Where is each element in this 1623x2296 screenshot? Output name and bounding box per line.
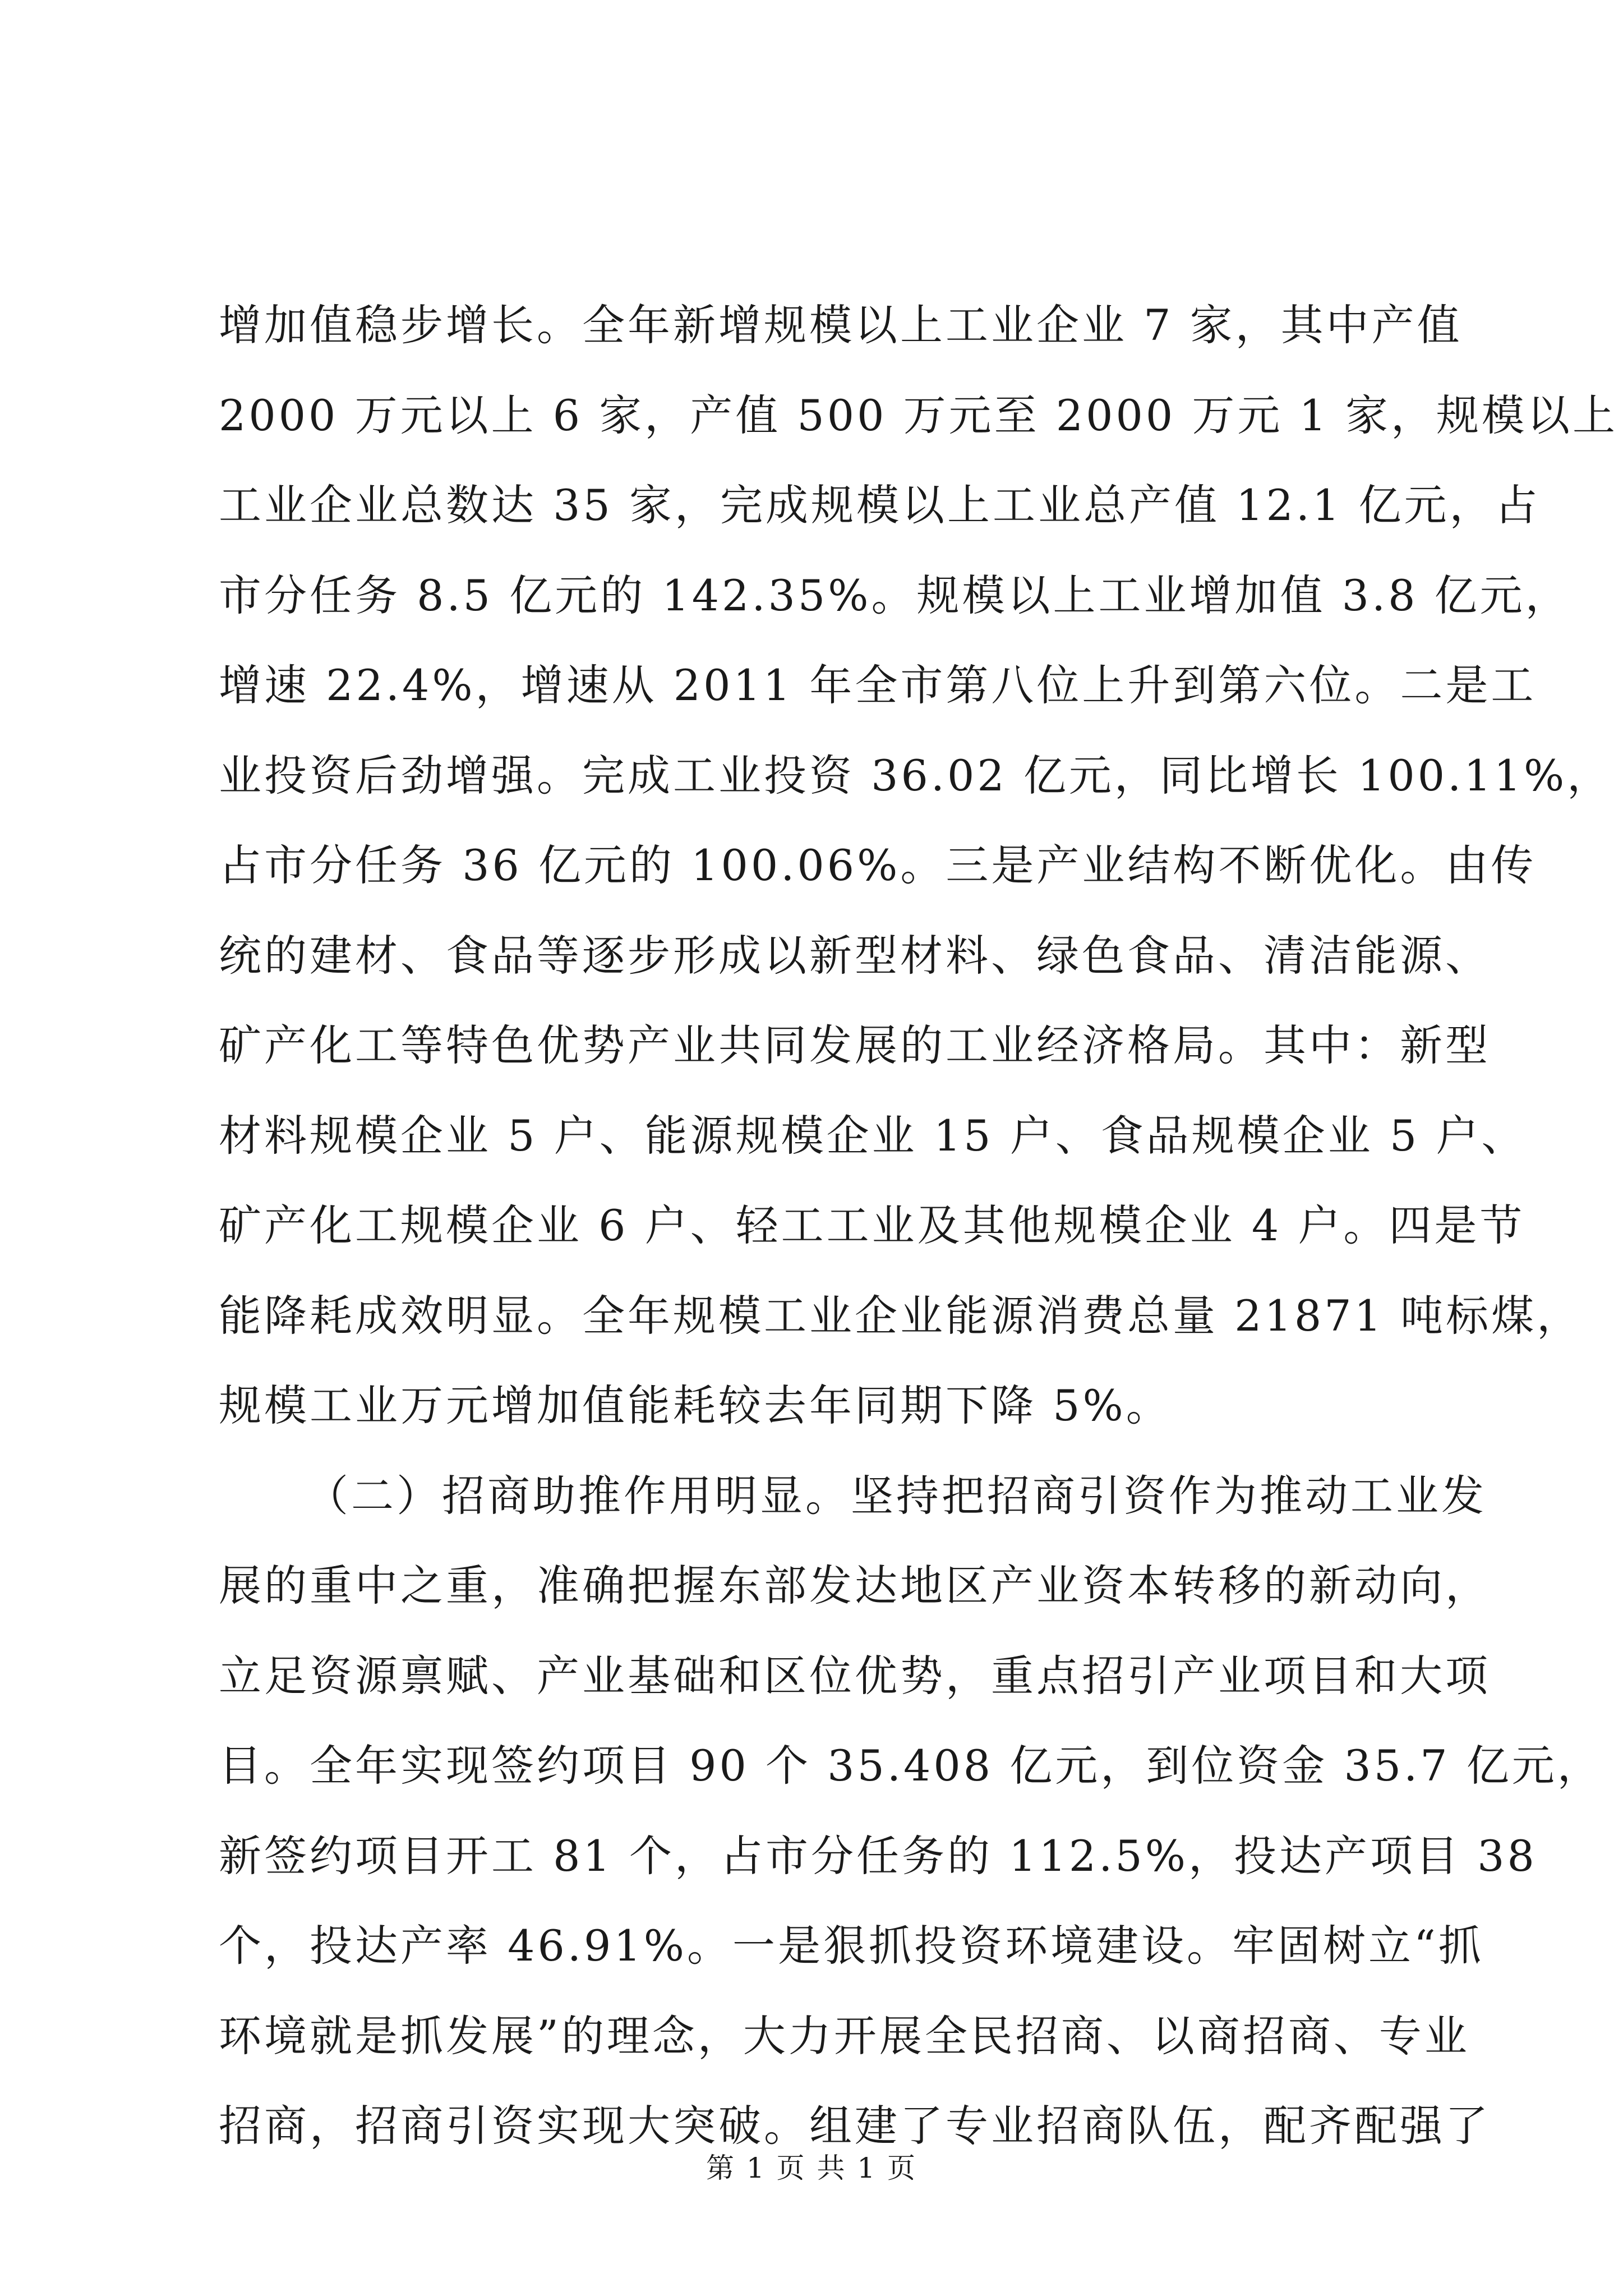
text-line-10: 材料规模企业 5 户、能源规模企业 15 户、食品规模企业 5 户、	[219, 1110, 1527, 1161]
page-footer	[0, 2146, 1623, 2186]
text-line-3: 工业企业总数达 35 家，完成规模以上工业总产值 12.1 亿元，占	[219, 480, 1541, 530]
document-body	[219, 280, 1619, 2171]
text-line-18: 新签约项目开工 81 个，占市分任务的 112.5%，投达产项目 38	[219, 1830, 1537, 1881]
text-line-20: 环境就是抓发展”的理念，大力开展全民招商、以商招商、专业	[219, 2010, 1470, 2061]
section-heading-line: （二）招商助推作用明显。坚持把招商引资作为推动工业发	[306, 1470, 1487, 1521]
text-line-7: 占市分任务 36 亿元的 100.06%。三是产业结构不断优化。由传	[219, 840, 1537, 890]
text-line-13: 规模工业万元增加值能耗较去年同期下降 5%。	[219, 1381, 1172, 1430]
text-line-9: 矿产化工等特色优势产业共同发展的工业经济格局。其中：新型	[219, 1020, 1491, 1070]
text-line-5: 增速 22.4%，增速从 2011 年全市第八位上升到第六位。二是工	[219, 660, 1537, 710]
text-line-12: 能降耗成效明显。全年规模工业企业能源消费总量 21871 吨标煤，	[219, 1290, 1583, 1341]
text-line-11: 矿产化工规模企业 6 户、轻工工业及其他规模企业 4 户。四是节	[219, 1200, 1525, 1250]
text-line-21: 招商，招商引资实现大突破。组建了专业招商队伍，配齐配强了	[219, 2101, 1491, 2151]
text-line-15: 展的重中之重，准确把握东部发达地区产业资本转移的新动向，	[219, 1561, 1491, 1611]
text-line-1: 增加值稳步增长。全年新增规模以上工业企业 7 家，其中产值	[219, 300, 1463, 350]
text-line-2: 2000 万元以上 6 家，产值 500 万元至 2000 万元 1 家，规模以上	[219, 390, 1619, 440]
text-line-16: 立足资源禀赋、产业基础和区位优势，重点招引产业项目和大项	[219, 1650, 1491, 1701]
text-line-17: 目。全年实现签约项目 90 个 35.408 亿元，到位资金 35.7 亿元，	[219, 1741, 1603, 1791]
text-line-8: 统的建材、食品等逐步形成以新型材料、绿色食品、清洁能源、	[219, 930, 1491, 981]
page-number-label: 第 1 页 共 1 页	[706, 2152, 917, 2184]
text-line-4: 市分任务 8.5 亿元的 142.35%。规模以上工业增加值 3.8 亿元，	[219, 570, 1571, 620]
text-line-19: 个，投达产率 46.91%。一是狠抓投资环境建设。牢固树立“抓	[219, 1921, 1484, 1971]
text-line-6: 业投资后劲增强。完成工业投资 36.02 亿元，同比增长 100.11%，	[219, 750, 1613, 800]
